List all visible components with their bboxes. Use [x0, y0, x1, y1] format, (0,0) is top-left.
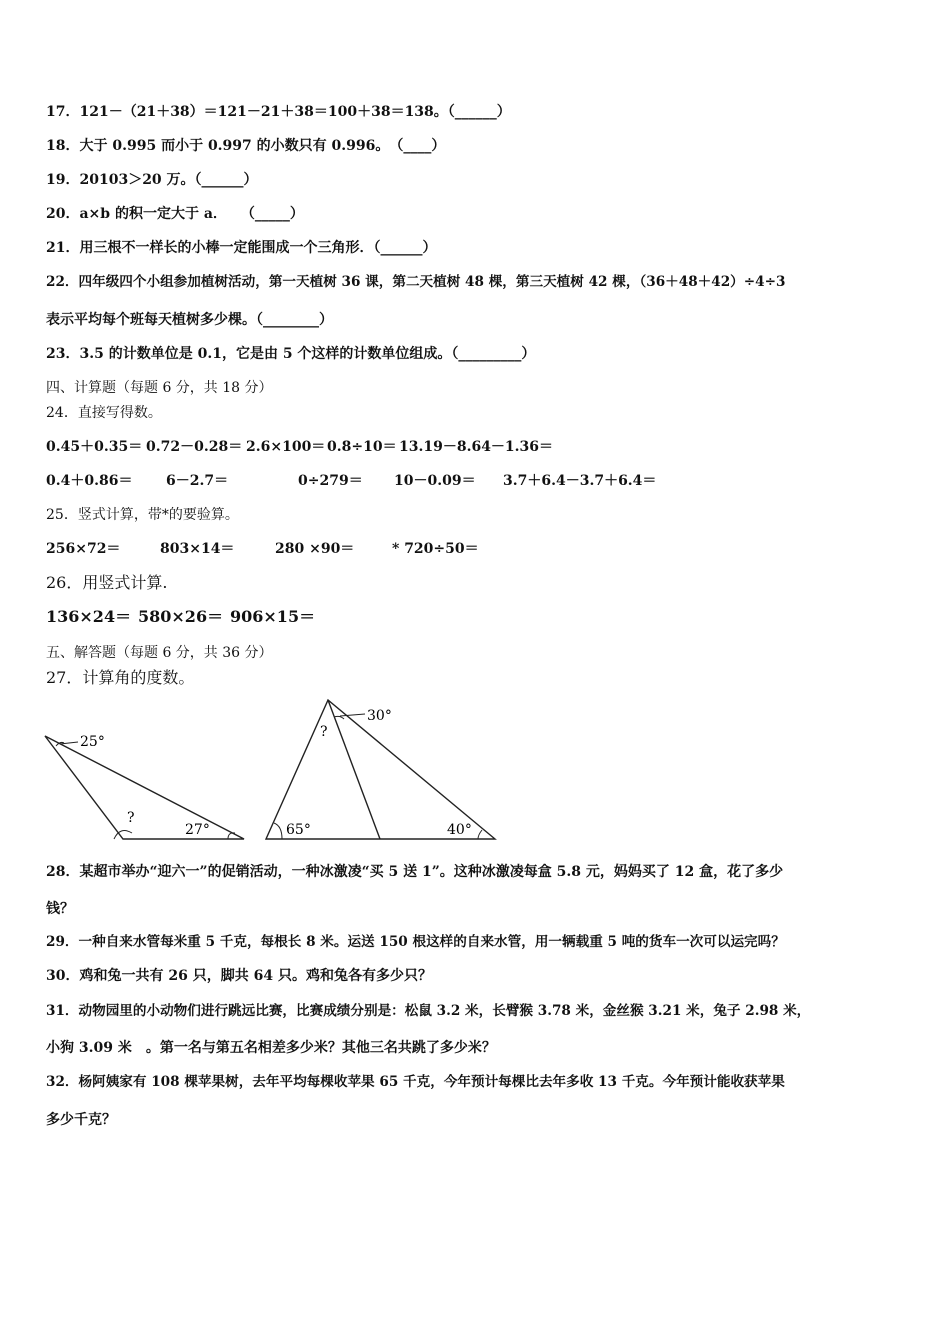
- calc-26-c2: 580×26＝: [138, 607, 224, 626]
- triangle-figure-2: [260, 692, 500, 844]
- calc-24-r2c4: 10－0.09＝: [394, 473, 476, 489]
- angle-arc-65: [274, 823, 282, 839]
- angle-label-27: 27°: [185, 822, 210, 838]
- question-29: 29．一种自来水管每米重 5 千克，每根长 8 米。运送 150 根这样的自来水管，用一辆载重 5 吨的货车一次可以运完吗？: [46, 934, 785, 950]
- calc-26-c3: 906×15＝: [230, 607, 316, 626]
- calc-24-r1c4: 0.8÷10＝: [327, 439, 397, 455]
- calc-24-r2c5: 3.7＋6.4－3.7＋6.4＝: [503, 473, 657, 489]
- question-31-line1: 31．动物园里的小动物们进行跳远比赛，比赛成绩分别是：松鼠 3.2 米，长臂猴 3.78 米，金丝猴 3.21 米，兔子 2.98 米，: [46, 1003, 811, 1019]
- question-21: 21．用三根不一样长的小棒一定能围成一个三角形．（______）: [46, 240, 437, 256]
- angle-label-25: 25°: [80, 734, 105, 750]
- question-25-title: 25．竖式计算，带*的要验算。: [46, 507, 239, 523]
- question-24-title: 24．直接写得数。: [46, 405, 162, 421]
- angle-label-40: 40°: [447, 822, 472, 838]
- calc-24-r2c2: 6－2.7＝: [166, 473, 229, 489]
- question-22-line2: 表示平均每个班每天植树多少棵。（________）: [46, 312, 333, 328]
- calc-25-c3: 280 ×90＝: [275, 541, 355, 557]
- calc-25-c2: 803×14＝: [160, 541, 235, 557]
- question-32-line2: 多少千克？: [46, 1112, 116, 1128]
- angle-label-30: 30°: [367, 708, 392, 724]
- unknown-angle-label-2: ?: [320, 724, 328, 740]
- triangle-figure-1: [40, 728, 252, 844]
- question-18: 18．大于 0.995 而小于 0.997 的小数只有 0.996。 （____）: [46, 138, 446, 154]
- question-28-line2: 钱？: [46, 901, 74, 917]
- angle-label-65: 65°: [286, 822, 311, 838]
- calc-25-c4: * 720÷50＝: [392, 541, 479, 557]
- calc-24-r2c3: 0÷279＝: [298, 473, 363, 489]
- calc-24-r2c1: 0.4＋0.86＝: [46, 473, 133, 489]
- question-27-title: 27．计算角的度数。: [46, 668, 195, 687]
- calc-24-r1c3: 2.6×100＝: [246, 439, 326, 455]
- calc-25-c1: 256×72＝: [46, 541, 121, 557]
- question-19: 19．20103＞20 万。（______）: [46, 172, 258, 188]
- question-30: 30．鸡和兔一共有 26 只，脚共 64 只。鸡和兔各有多少只？: [46, 968, 432, 984]
- question-23: 23．3.5 的计数单位是 0.1，它是由 5 个这样的计数单位组成。（_________）: [46, 346, 536, 362]
- angle-arc-40: [478, 830, 482, 839]
- question-31-line2: 小狗 3.09 米 。第一名与第五名相差多少米？其他三名共跳了多少米？: [46, 1040, 496, 1056]
- calc-26-c1: 136×24＝: [46, 607, 132, 626]
- calc-24-r1c2: 0.72－0.28＝: [146, 439, 243, 455]
- question-28-line1: 28．某超市举办“迎六一”的促销活动，一种冰激凌“买 5 送 1”。这种冰激凌每盒 5.8 元，妈妈买了 12 盒，花了多少: [46, 864, 784, 880]
- question-26-title: 26．用竖式计算.: [46, 573, 168, 592]
- question-20: 20．a×b 的积一定大于 a． （_____）: [46, 206, 304, 222]
- question-17: 17．121－（21＋38）＝121－21＋38＝100＋38＝138。（______）: [46, 104, 511, 120]
- calc-24-r1c5: 13.19－8.64－1.36＝: [399, 439, 554, 455]
- unknown-angle-label: ?: [127, 810, 135, 826]
- question-32-line1: 32．杨阿姨家有 108 棵苹果树，去年平均每棵收苹果 65 千克，今年预计每棵比去年多收 13 千克。今年预计能收获苹果: [46, 1074, 785, 1090]
- section-5-title: 五、解答题（每题 6 分，共 36 分）: [46, 645, 273, 661]
- section-4-title: 四、计算题（每题 6 分，共 18 分）: [46, 380, 273, 396]
- triangle-1-shape: [45, 736, 244, 839]
- calc-24-r1c1: 0.45＋0.35＝: [46, 439, 143, 455]
- question-22-line1: 22．四年级四个小组参加植树活动，第一天植树 36 课，第二天植树 48 棵，第三天植树 42 棵，（36＋48＋42）÷4÷3: [46, 274, 786, 290]
- label-leader-30: [340, 714, 365, 716]
